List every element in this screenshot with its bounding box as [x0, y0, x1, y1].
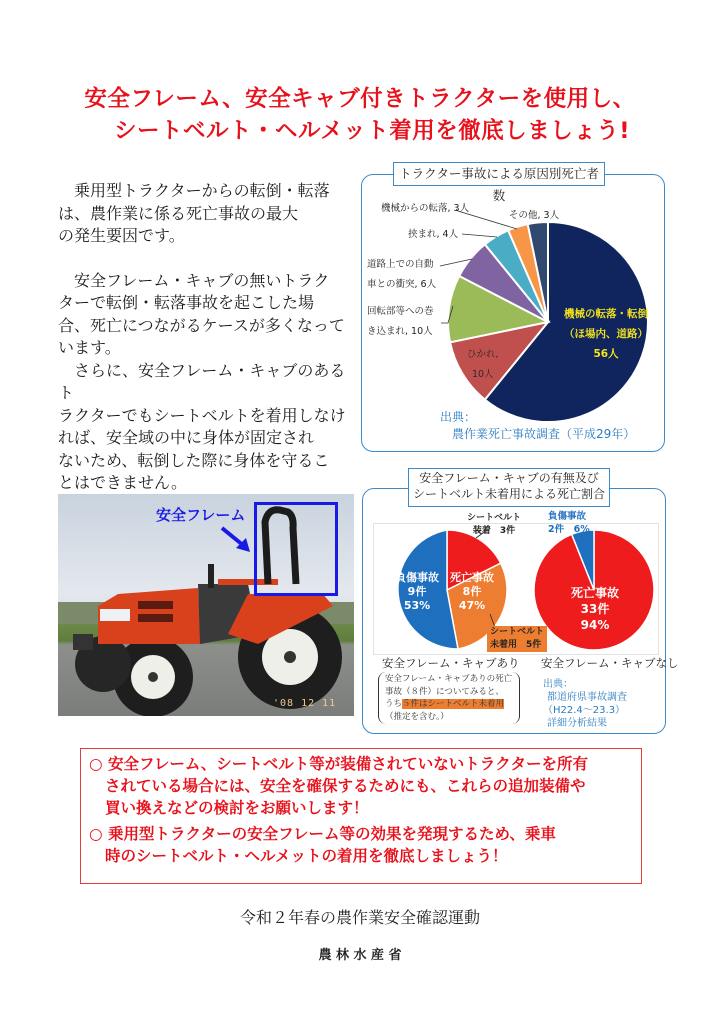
intro-line: ラクターでもシートベルトを着用しなけ — [58, 405, 346, 425]
label-fall-from-machine: 機械からの転落, 3人 — [381, 203, 470, 214]
label-collision: 道路上での自動 車との衝突, 6人 — [367, 259, 437, 290]
intro-line: 安全フレーム・キャブの無いトラク — [58, 270, 330, 290]
ratio-chart-source: 出典： 都道府県事故調査 （H22.4～23.3） 詳細分析結果 — [543, 679, 627, 729]
intro-line: の発生要因です。 — [58, 226, 185, 245]
intro-line: さらに、安全フレーム・キャブのあるト — [58, 360, 346, 402]
intro-line: ないため、転倒した際に身体を守るこ — [58, 450, 330, 470]
label-with-frame-injury: 負傷事故 9件 53% — [395, 571, 439, 612]
campaign-title: 令和２年春の農作業安全確認運動 — [239, 908, 480, 927]
cause-chart-title: トラクター事故による原因別死亡者数 — [393, 162, 605, 186]
safety-frame-callout: 安全フレーム — [156, 506, 246, 524]
label-other: その他, 3人 — [509, 210, 560, 221]
subchart-title-no-frame: 安全フレーム・キャブなし — [541, 656, 679, 670]
label-pinched: 挟まれ, 4人 — [408, 229, 459, 240]
cause-chart-source: 農作業死亡事故調査（平成29年） — [452, 427, 636, 441]
notice-item-2: ○ 乗用型トラクターの安全フレーム等の効果を発現するため、乗車 — [89, 825, 556, 843]
notice-item-1: ○ 安全フレーム、シートベルト等が装備されていないトラクターを所有 — [89, 755, 588, 773]
label-no-frame-death: 死亡事故 33件 94% — [570, 586, 619, 632]
headline-line-1: 安全フレーム、安全キャブ付きトラクターを使用し、 — [84, 86, 636, 112]
label-overturn: 機械の転落・転倒 （ほ場内、道路） 56人 — [564, 308, 648, 360]
intro-line: れば、安全域の中に身体が固定され — [58, 428, 315, 447]
intro-line: は、農作業に係る死亡事故の最大 — [58, 203, 299, 223]
cause-chart-source-label: 出典： — [440, 410, 477, 424]
ratio-chart-title: 安全フレーム・キャブの有無及び シートベルト未着用による死亡割合 — [408, 468, 610, 507]
ministry-name: 農 林 水 産 省 — [318, 948, 402, 963]
date-stamp: '08 12 11 — [273, 698, 337, 709]
label-belt-off: シートベルト 未着用 5件 — [487, 626, 547, 652]
label-entanglement: 回転部等への巻 き込まれ, 10人 — [367, 306, 434, 337]
intro-line: ターで転倒・転落事故を起こした場 — [58, 293, 315, 312]
notice-box: ○ 安全フレーム、シートベルト等が装備されていないトラクターを所有 されている場合には、安全を確保するためにも、これらの追加装備や 買い換えなどの検討をお願いします！ ○ 乗用型トラクターの安全フレーム等の効果を発現するため、乗車 時のシートベルト・ヘルメットの着用を徹底しましょう！ — [80, 748, 642, 884]
note-highlight: ５件はシートベルト未着用 — [402, 699, 505, 709]
intro-line: とはできません。 — [58, 473, 187, 492]
headline-line-2: シートベルト・ヘルメット着用を徹底しましょう! — [113, 118, 631, 144]
label-with-frame-death: 死亡事故 8件 47% — [450, 571, 494, 612]
intro-line: 合、死亡につながるケースが多くなって — [58, 315, 345, 335]
label-runover: ひかれ, 10人 — [467, 349, 499, 380]
intro-line: 乗用型トラクターからの転倒・転落 — [58, 181, 330, 200]
label-belt-on: シートベルト 装着 3件 — [467, 513, 522, 536]
subchart-title-with-frame: 安全フレーム・キャブあり — [382, 656, 520, 670]
label-no-frame-injury: 負傷事故 2件 6% — [548, 511, 590, 535]
with-frame-note: 安全フレーム・キャブありの死亡 事故（８件）についてみると、 うち５件はシートベルト未着用 （推定を含む。） — [378, 672, 520, 724]
intro-line: います。 — [58, 338, 121, 357]
